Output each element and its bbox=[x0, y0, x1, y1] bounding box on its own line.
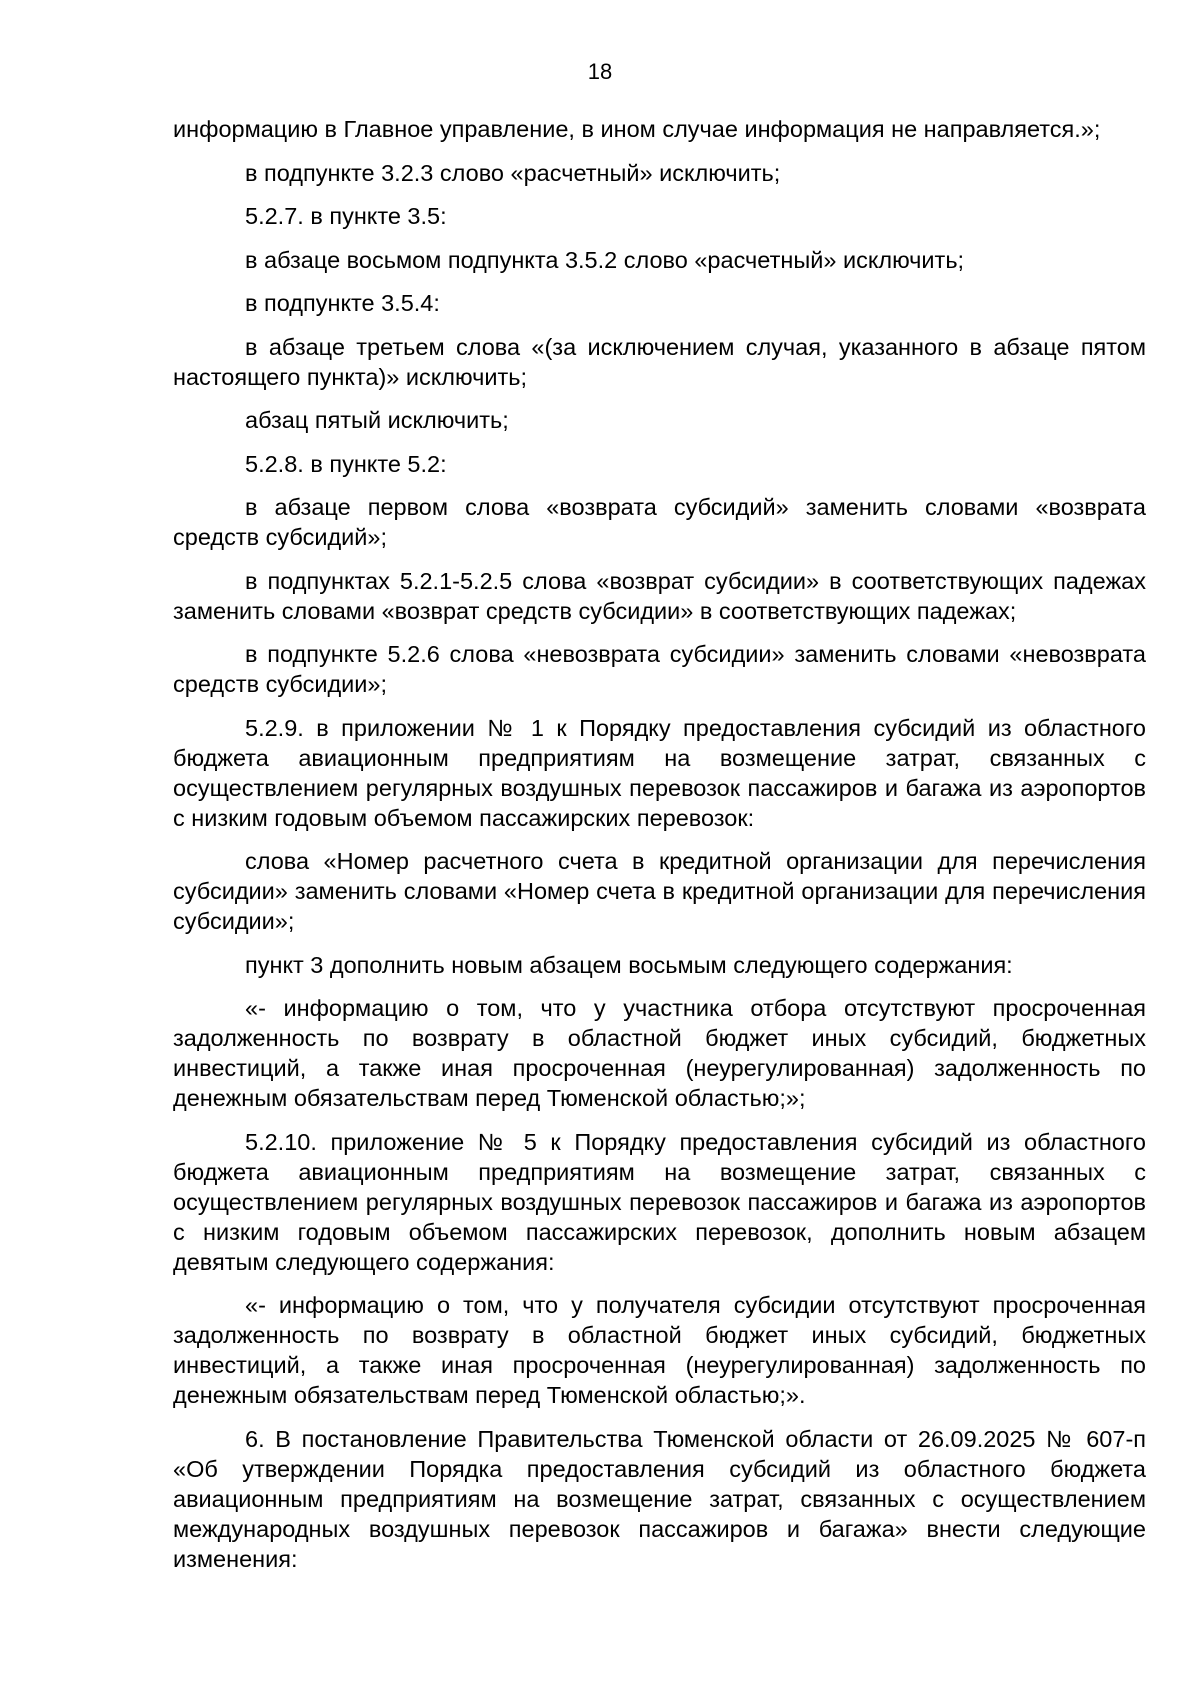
paragraph: «- информацию о том, что у участника отбора отсутствуют просроченная задолженность по возврату в областной бюджет иных субсидий, бюджетных инвестиций, а также иная просроченная (неурегулированная) задолженность по денежным обязательствам перед Тюменской областью;»; bbox=[173, 995, 1146, 1111]
paragraph: «- информацию о том, что у получателя субсидии отсутствуют просроченная задолженность по возврату в областной бюджет иных субсидий, бюджетных инвестиций, а также иная просроченная (неурегулированная) задолженность по денежным обязательствам перед Тюменской областью;». bbox=[173, 1292, 1146, 1408]
paragraph: в абзаце восьмом подпункта 3.5.2 слово «расчетный» исключить; bbox=[245, 246, 965, 273]
paragraph: в абзаце первом слова «возврата субсидий» заменить словами «возврата средств субсидий»; bbox=[173, 494, 1146, 550]
paragraph: в подпункте 3.2.3 слово «расчетный» исключить; bbox=[245, 159, 781, 186]
paragraph-continuation: информацию в Главное управление, в ином случае информация не направляется.»; bbox=[173, 116, 1101, 142]
paragraph: пункт 3 дополнить новым абзацем восьмым следующего содержания: bbox=[245, 951, 1013, 978]
paragraph: в подпункте 5.2.6 слова «невозврата субсидии» заменить словами «невозврата средств субсидии»; bbox=[173, 641, 1146, 697]
paragraph: 5.2.10. приложение № 5 к Порядку предоставления субсидий из областного бюджета авиационным предприятиям на возмещение затрат, связанных с осуществлением регулярных воздушных перевозок пассажиров и багажа из аэропортов с низким годовым объемом пассажирских перевозок, дополнить новым абзацем девятым следующего содержания: bbox=[173, 1128, 1146, 1275]
paragraph: 6. В постановление Правительства Тюменской области от 26.09.2025 № 607-п «Об утверждении Порядка предоставления субсидий из областного бюджета авиационным предприятиям на возмещение затрат, связанных с осуществлением международных воздушных перевозок пассажиров и багажа» внести следующие изменения: bbox=[173, 1425, 1146, 1572]
paragraph: слова «Номер расчетного счета в кредитной организации для перечисления субсидии» заменить словами «Номер счета в кредитной организации для перечисления субсидии»; bbox=[173, 848, 1146, 934]
paragraph: 5.2.9. в приложении № 1 к Порядку предоставления субсидий из областного бюджета авиационным предприятиям на возмещение затрат, связанных с осуществлением регулярных воздушных перевозок пассажиров и багажа из аэропортов с низким годовым объемом пассажирских перевозок: bbox=[173, 714, 1146, 831]
paragraph: в абзаце третьем слова «(за исключением случая, указанного в абзаце пятом настоящего пункта)» исключить; bbox=[173, 333, 1146, 390]
page-number: 18 bbox=[587, 59, 613, 84]
paragraph: 5.2.8. в пункте 5.2: bbox=[245, 450, 447, 477]
paragraph: 5.2.7. в пункте 3.5: bbox=[245, 203, 447, 229]
paragraph: в подпункте 3.5.4: bbox=[245, 290, 440, 316]
document-body bbox=[173, 114, 1146, 1587]
paragraph: абзац пятый исключить; bbox=[245, 407, 509, 433]
paragraph: в подпунктах 5.2.1-5.2.5 слова «возврат субсидии» в соответствующих падежах заменить словами «возврат средств субсидии» в соответствующих падежах; bbox=[173, 567, 1146, 624]
